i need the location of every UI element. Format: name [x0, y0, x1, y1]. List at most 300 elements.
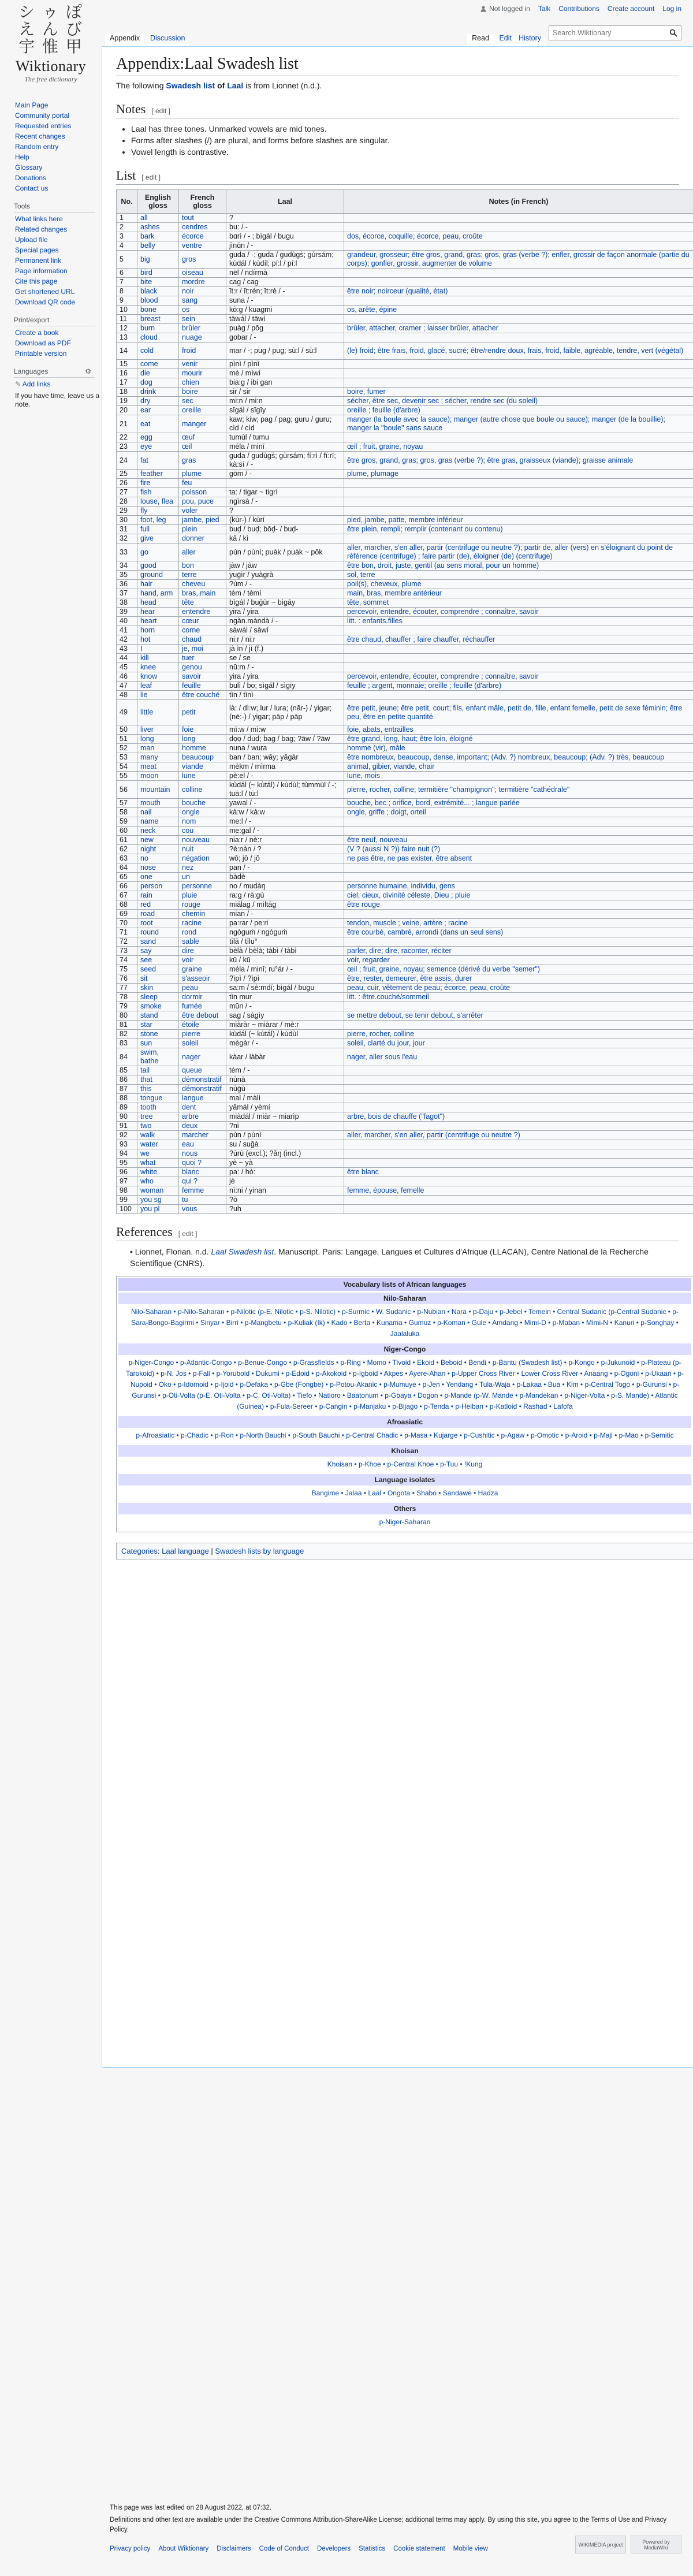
english-gloss[interactable]: black — [137, 287, 179, 296]
french-gloss[interactable]: mourir — [179, 369, 226, 378]
french-gloss[interactable]: être couché — [179, 691, 226, 700]
english-gloss[interactable]: hair — [137, 580, 179, 589]
french-gloss[interactable]: homme — [179, 744, 226, 753]
french-gloss[interactable]: eau — [179, 1140, 226, 1149]
sidebar-tool-link[interactable]: Download QR code — [15, 298, 76, 306]
tab-read[interactable]: Read — [467, 34, 494, 46]
french-gloss[interactable]: nous — [179, 1149, 226, 1159]
english-gloss[interactable]: bark — [137, 232, 179, 241]
french-gloss[interactable]: racine — [179, 919, 226, 928]
french-notes — [344, 1075, 693, 1085]
sidebar-tool-link[interactable]: Permanent link — [15, 256, 62, 265]
french-gloss[interactable]: donner — [179, 534, 226, 544]
english-gloss[interactable]: swim, bathe — [137, 1048, 179, 1066]
english-gloss[interactable]: new — [137, 836, 179, 845]
english-gloss[interactable]: cloud — [137, 333, 179, 343]
french-gloss[interactable]: cendres — [179, 223, 226, 232]
french-gloss[interactable]: soleil — [179, 1039, 226, 1048]
footer-link[interactable]: Disclaimers — [217, 2545, 251, 2552]
sidebar-nav-link[interactable]: Glossary — [15, 163, 43, 172]
english-gloss[interactable]: night — [137, 845, 179, 854]
english-gloss[interactable]: this — [137, 1085, 179, 1094]
row-number: 41 — [117, 626, 137, 635]
french-gloss[interactable]: beaucoup — [179, 753, 226, 762]
english-gloss[interactable]: name — [137, 817, 179, 827]
sidebar-nav-link[interactable]: Requested entries — [15, 122, 72, 130]
french-gloss[interactable]: tout — [179, 214, 226, 223]
english-gloss[interactable]: head — [137, 598, 179, 608]
french-gloss[interactable]: négation — [179, 854, 226, 863]
french-gloss[interactable]: voler — [179, 507, 226, 516]
add-links-link[interactable]: Add links — [22, 380, 51, 388]
french-gloss[interactable]: venir — [179, 360, 226, 369]
english-gloss[interactable]: seed — [137, 965, 179, 974]
sidebar-tool-link[interactable]: Page information — [15, 267, 68, 275]
sidebar-nav-link[interactable]: Main Page — [15, 101, 49, 109]
french-gloss[interactable]: blanc — [179, 1168, 226, 1177]
english-gloss[interactable]: say — [137, 947, 179, 956]
english-gloss[interactable]: all — [137, 214, 179, 223]
french-gloss[interactable]: dire — [179, 947, 226, 956]
table-row — [117, 654, 693, 663]
english-gloss[interactable]: road — [137, 910, 179, 919]
french-notes — [344, 1196, 693, 1205]
french-gloss[interactable]: sang — [179, 296, 226, 306]
english-gloss[interactable]: hear — [137, 608, 179, 617]
table-row — [117, 369, 693, 378]
french-gloss[interactable]: long — [179, 735, 226, 744]
tab-discussion[interactable]: Discussion — [146, 34, 189, 46]
french-gloss[interactable]: je, moi — [179, 645, 226, 654]
footer-link[interactable]: Mobile view — [453, 2545, 488, 2552]
english-gloss[interactable]: fish — [137, 488, 179, 497]
navbox-group-list[interactable]: p-Afroasiatic • p-Chadic • p-Ron • p-North Bauchi • p-South Bauchi • p-Central Chadic • p-Masa • Kujarge • p-Cushitic • p-Agaw • p-Omotic • p-Aroid • p-Maji • p-Mao • p-Semitic — [118, 1428, 691, 1443]
english-gloss[interactable]: tail — [137, 1066, 179, 1075]
french-gloss[interactable]: peau — [179, 984, 226, 993]
english-gloss[interactable]: drink — [137, 388, 179, 397]
french-gloss[interactable]: petit — [179, 700, 226, 725]
footer-link[interactable]: Statistics — [359, 2545, 386, 2552]
french-gloss[interactable]: os — [179, 306, 226, 315]
french-gloss[interactable]: rond — [179, 928, 226, 937]
sidebar-tool-link[interactable]: What links here — [15, 215, 63, 223]
laal-form: mègàr / - — [226, 1039, 344, 1048]
laal-form: mè / mìwí — [226, 369, 344, 378]
english-gloss[interactable]: you sg — [137, 1196, 179, 1205]
english-gloss[interactable]: leaf — [137, 682, 179, 691]
french-gloss[interactable]: nuit — [179, 845, 226, 854]
footer-link[interactable]: Developers — [316, 2545, 351, 2552]
english-gloss[interactable]: that — [137, 1075, 179, 1085]
french-notes — [344, 378, 693, 388]
english-gloss[interactable]: breast — [137, 315, 179, 324]
category-link[interactable]: Laal language — [162, 1547, 209, 1555]
french-gloss[interactable]: plume — [179, 470, 226, 479]
english-gloss[interactable]: eye — [137, 442, 179, 452]
sidebar-print-link[interactable]: Printable version — [15, 349, 67, 358]
french-gloss[interactable]: brûler — [179, 324, 226, 333]
english-gloss[interactable]: two — [137, 1122, 179, 1131]
english-gloss[interactable]: horn — [137, 626, 179, 635]
table-row — [117, 507, 693, 516]
french-gloss[interactable]: sein — [179, 315, 226, 324]
french-gloss[interactable]: queue — [179, 1066, 226, 1075]
french-gloss[interactable]: sable — [179, 937, 226, 947]
wikimedia-badge[interactable]: WIKIMEDIA project — [575, 2536, 626, 2553]
laal-link[interactable]: Laal — [227, 81, 244, 90]
french-gloss[interactable]: fumée — [179, 1002, 226, 1011]
table-row — [117, 1066, 693, 1075]
english-gloss[interactable]: fire — [137, 479, 179, 488]
references-edit-link[interactable]: [ edit ] — [178, 1230, 198, 1238]
french-gloss[interactable]: mordre — [179, 278, 226, 287]
sidebar-tool-link[interactable]: Related changes — [15, 225, 68, 233]
french-gloss[interactable]: jambe, pied — [179, 516, 226, 525]
french-gloss[interactable]: langue — [179, 1094, 226, 1103]
french-gloss[interactable]: graine — [179, 965, 226, 974]
english-gloss[interactable]: foot, leg — [137, 516, 179, 525]
english-gloss[interactable]: nose — [137, 863, 179, 873]
english-gloss[interactable]: tree — [137, 1112, 179, 1122]
french-gloss[interactable]: oiseau — [179, 269, 226, 278]
french-gloss[interactable]: bras, main — [179, 589, 226, 598]
french-gloss[interactable]: démonstratif — [179, 1075, 226, 1085]
laal-form: jè — [226, 1177, 344, 1186]
english-gloss[interactable]: sand — [137, 937, 179, 947]
french-notes — [344, 1021, 693, 1030]
footer-link[interactable]: Code of Conduct — [259, 2545, 309, 2552]
footer-link[interactable]: Privacy policy — [110, 2545, 151, 2552]
french-gloss[interactable]: lune — [179, 772, 226, 781]
english-gloss[interactable]: liver — [137, 725, 179, 735]
french-gloss[interactable]: manger — [179, 415, 226, 433]
english-gloss[interactable]: skin — [137, 984, 179, 993]
french-gloss[interactable]: nez — [179, 863, 226, 873]
french-gloss[interactable]: deux — [179, 1122, 226, 1131]
sidebar-tool-link[interactable]: Get shortened URL — [15, 288, 75, 296]
table-row — [117, 452, 693, 470]
english-gloss[interactable]: dry — [137, 397, 179, 406]
french-gloss[interactable]: tu — [179, 1196, 226, 1205]
french-gloss[interactable]: gras — [179, 452, 226, 470]
table-row — [117, 561, 693, 571]
english-gloss[interactable]: knee — [137, 663, 179, 672]
english-gloss[interactable]: man — [137, 744, 179, 753]
french-gloss[interactable]: feu — [179, 479, 226, 488]
english-gloss[interactable]: who — [137, 1177, 179, 1186]
laal-form: sir / sir — [226, 388, 344, 397]
sidebar-tool-link[interactable]: Special pages — [15, 246, 59, 254]
row-number: 81 — [117, 1021, 137, 1030]
english-gloss[interactable]: eat — [137, 415, 179, 433]
row-number: 52 — [117, 744, 137, 753]
english-gloss[interactable]: fat — [137, 452, 179, 470]
french-gloss[interactable]: noir — [179, 287, 226, 296]
english-gloss[interactable]: full — [137, 525, 179, 534]
french-gloss[interactable]: tête — [179, 598, 226, 608]
english-gloss[interactable]: sun — [137, 1039, 179, 1048]
english-gloss[interactable]: feather — [137, 470, 179, 479]
english-gloss[interactable]: rain — [137, 891, 179, 900]
categories-label[interactable]: Categories — [121, 1547, 158, 1555]
english-gloss[interactable]: woman — [137, 1186, 179, 1196]
french-gloss[interactable]: gros — [179, 251, 226, 269]
english-gloss[interactable]: I — [137, 645, 179, 654]
english-gloss[interactable]: hot — [137, 635, 179, 645]
french-gloss[interactable]: colline — [179, 781, 226, 799]
notes-edit-link[interactable]: [ edit ] — [151, 107, 171, 115]
english-gloss[interactable]: go — [137, 544, 179, 561]
english-gloss[interactable]: egg — [137, 433, 179, 442]
english-gloss[interactable]: walk — [137, 1131, 179, 1140]
french-gloss[interactable]: savoir — [179, 672, 226, 682]
french-gloss[interactable]: personne — [179, 882, 226, 891]
english-gloss[interactable]: bird — [137, 269, 179, 278]
french-gloss[interactable]: ventre — [179, 241, 226, 251]
row-number: 26 — [117, 479, 137, 488]
french-gloss[interactable]: œuf — [179, 433, 226, 442]
english-gloss[interactable]: come — [137, 360, 179, 369]
english-gloss[interactable]: ear — [137, 406, 179, 415]
search-input[interactable] — [549, 26, 665, 40]
french-gloss[interactable]: pierre — [179, 1030, 226, 1039]
french-gloss[interactable]: marcher — [179, 1131, 226, 1140]
table-row — [117, 672, 693, 682]
french-gloss[interactable]: ongle — [179, 808, 226, 817]
french-gloss[interactable]: écorce — [179, 232, 226, 241]
english-gloss[interactable]: meat — [137, 762, 179, 772]
french-gloss[interactable]: bon — [179, 561, 226, 571]
category-link[interactable]: Swadesh lists by language — [215, 1547, 304, 1555]
french-gloss[interactable]: qui ? — [179, 1177, 226, 1186]
french-gloss[interactable]: tuer — [179, 654, 226, 663]
french-gloss[interactable]: sec — [179, 397, 226, 406]
english-gloss[interactable]: long — [137, 735, 179, 744]
french-gloss[interactable]: entendre — [179, 608, 226, 617]
english-gloss[interactable]: sleep — [137, 993, 179, 1002]
french-gloss[interactable]: nouveau — [179, 836, 226, 845]
english-gloss[interactable]: give — [137, 534, 179, 544]
english-gloss[interactable]: stand — [137, 1011, 179, 1021]
table-row — [117, 241, 693, 251]
french-gloss[interactable]: terre — [179, 571, 226, 580]
french-notes — [344, 497, 693, 507]
english-gloss[interactable]: heart — [137, 617, 179, 626]
french-gloss[interactable]: cheveu — [179, 580, 226, 589]
english-gloss[interactable]: lie — [137, 691, 179, 700]
english-gloss[interactable]: fly — [137, 507, 179, 516]
english-gloss[interactable]: bite — [137, 278, 179, 287]
sidebar-tool-link[interactable]: Cite this page — [15, 277, 58, 285]
english-gloss[interactable]: no — [137, 854, 179, 863]
english-gloss[interactable]: mouth — [137, 799, 179, 808]
french-notes — [344, 241, 693, 251]
french-gloss[interactable]: nuage — [179, 333, 226, 343]
talk-link[interactable]: Talk — [538, 5, 551, 13]
french-gloss[interactable]: rouge — [179, 900, 226, 910]
search-icon[interactable] — [669, 29, 677, 37]
row-number: 58 — [117, 808, 137, 817]
french-gloss[interactable]: étoile — [179, 1021, 226, 1030]
french-gloss[interactable]: un — [179, 873, 226, 882]
english-gloss[interactable]: die — [137, 369, 179, 378]
navbox-group-list[interactable]: Khoisan • p-Khoe • p-Central Khoe • p-Tuu • !Kung — [118, 1457, 691, 1472]
navbox-group-list[interactable]: Nilo-Saharan • p-Nilo-Saharan • p-Nilotic (p-E. Nilotic • p-S. Nilotic) • p-Surmic • W. Sudanic • p-Nubian • Nara • p-Daju • p-Jebel • Temein • Central Sudanic (p-Central Sudanic • p-Sara-Bongo-Bagirmi • Sinyar • Birri • p-Mangbetu • p-Kuliak (Ik) • Kado • Berta • Kunama • Gumuz • p-Koman • Gule • Amdang • Mimi-D • p-Maban • Mimi-N • Kanuri • p-Songhay • Jaalaluka — [118, 1304, 691, 1342]
english-gloss[interactable]: nail — [137, 808, 179, 817]
french-gloss[interactable]: chaud — [179, 635, 226, 645]
french-gloss[interactable]: bouche — [179, 799, 226, 808]
english-gloss[interactable]: ground — [137, 571, 179, 580]
french-gloss[interactable]: œil — [179, 442, 226, 452]
french-gloss[interactable]: s'asseoir — [179, 974, 226, 984]
french-gloss[interactable]: foie — [179, 725, 226, 735]
french-notes: soleil, clarté du jour, jour — [344, 1039, 693, 1048]
laal-form: kaw; kiw; pag / pag; guru / guru; cìd / cìd — [226, 415, 344, 433]
english-gloss[interactable]: dog — [137, 378, 179, 388]
english-gloss[interactable]: kill — [137, 654, 179, 663]
tab-edit[interactable]: Edit — [494, 34, 516, 46]
row-number: 92 — [117, 1131, 137, 1140]
english-gloss[interactable]: ashes — [137, 223, 179, 232]
list-edit-link[interactable]: [ edit ] — [141, 173, 161, 181]
table-row — [117, 608, 693, 617]
english-gloss[interactable]: tongue — [137, 1094, 179, 1103]
french-gloss[interactable]: chemin — [179, 910, 226, 919]
note-item: • Vowel length is contrastive. — [131, 146, 679, 158]
english-gloss[interactable]: moon — [137, 772, 179, 781]
french-gloss[interactable]: cou — [179, 827, 226, 836]
swadesh-list-link[interactable]: Swadesh list — [166, 81, 215, 90]
french-gloss[interactable]: pou, puce — [179, 497, 226, 507]
french-gloss[interactable]: chien — [179, 378, 226, 388]
english-gloss[interactable]: big — [137, 251, 179, 269]
gear-icon[interactable]: ⚙ — [85, 367, 91, 375]
create-account-link[interactable]: Create account — [607, 5, 655, 13]
english-gloss[interactable]: tooth — [137, 1103, 179, 1112]
french-gloss[interactable]: vous — [179, 1205, 226, 1214]
tab-history[interactable]: History — [514, 34, 546, 46]
french-gloss[interactable]: genou — [179, 663, 226, 672]
laal-form: ni:r / ni:r — [226, 635, 344, 645]
english-gloss[interactable]: little — [137, 700, 179, 725]
french-gloss[interactable]: viande — [179, 762, 226, 772]
search-box — [549, 25, 681, 40]
row-number: 62 — [117, 845, 137, 854]
french-notes: être, rester, demeurer, être assis, durer — [344, 974, 693, 984]
reference-title-link[interactable]: Laal Swadesh list — [211, 1247, 274, 1256]
sidebar-nav-item — [15, 163, 102, 172]
sidebar-nav-link[interactable]: Donations — [15, 174, 47, 182]
english-gloss[interactable]: root — [137, 919, 179, 928]
english-gloss[interactable]: blood — [137, 296, 179, 306]
footer-link[interactable]: Cookie statement — [393, 2545, 445, 2552]
french-gloss[interactable]: dent — [179, 1103, 226, 1112]
contributions-link[interactable]: Contributions — [558, 5, 599, 13]
laal-form: sag / sàgìy — [226, 1011, 344, 1021]
row-number: 31 — [117, 525, 137, 534]
french-gloss[interactable]: poisson — [179, 488, 226, 497]
french-gloss[interactable]: voir — [179, 956, 226, 965]
sidebar-nav-link[interactable]: Recent changes — [15, 132, 65, 140]
sidebar-nav-link[interactable]: Contact us — [15, 184, 49, 192]
navbox-group-list[interactable]: p-Niger-Congo • p-Atlantic-Congo • p-Benue-Congo • p-Grassfields • p-Ring • Momo • Tivoid • Ekoid • Beboid • Bendi • p-Bantu (Swadesh list) • p-Kongo • p-Jukunoid • p-Plateau (p-Tarokoid) • p-N. Jos • p-Fali • p-Yoruboid • Dukumi • p-Edoid • p-Akokoid • p-Igboid • Akpes • Ayere-Ahan • p-Upper Cross River • Lower Cross River • Anaang • p-Ogoni • p-Ukaan • p-Nupoid • Oko • p-Idomoid • p-Ijoid • p-Defaka • p-Gbe (Fongbe) • p-Potou-Akanic • p-Mumuye • p-Jen • Yendang • Tula-Waja • p-Lakaa • Bua • Kim • p-Central Togo • p-Gurunsi • p-Gurunsi • p-Oti-Volta (p-E. Oti-Volta • p-C. Oti-Volta) • Tiefo • Natioro • Baatonum • p-Gbaya • Dogon • p-Mande (p-W. Mande • p-Mandekan • p-Niger-Volta • p-S. Mande) • Atlantic (Guinea) • p-Fula-Sereer • p-Cangin • p-Manjaku • p-Bijago • p-Tenda • p-Heiban • p-Katloid • Rashad • Lafofa — [118, 1355, 691, 1414]
table-row — [117, 700, 693, 725]
english-gloss[interactable]: white — [137, 1168, 179, 1177]
navbox-group-list[interactable]: Bangime • Jalaa • Laal • Ongota • Shabo • Sandawe • Hadza — [118, 1486, 691, 1501]
english-gloss[interactable]: we — [137, 1149, 179, 1159]
tab-appendix[interactable]: Appendix — [105, 34, 144, 46]
english-gloss[interactable]: bone — [137, 306, 179, 315]
navbox-group-list[interactable]: p-Niger-Saharan — [118, 1514, 691, 1530]
site-logo[interactable] — [0, 0, 102, 92]
english-gloss[interactable]: water — [137, 1140, 179, 1149]
table-row — [117, 488, 693, 497]
english-gloss[interactable]: sit — [137, 974, 179, 984]
english-gloss[interactable]: see — [137, 956, 179, 965]
french-gloss[interactable]: quoi ? — [179, 1159, 226, 1168]
sidebar-print-link[interactable]: Download as PDF — [15, 339, 71, 347]
english-gloss[interactable]: many — [137, 753, 179, 762]
english-gloss[interactable]: burn — [137, 324, 179, 333]
french-gloss[interactable]: froid — [179, 343, 226, 360]
english-gloss[interactable]: you pl — [137, 1205, 179, 1214]
english-gloss[interactable]: mountain — [137, 781, 179, 799]
table-row — [117, 397, 693, 406]
french-gloss[interactable]: être debout — [179, 1011, 226, 1021]
english-gloss[interactable]: smoke — [137, 1002, 179, 1011]
english-gloss[interactable]: good — [137, 561, 179, 571]
english-gloss[interactable]: hand, arm — [137, 589, 179, 598]
french-gloss[interactable]: feuille — [179, 682, 226, 691]
english-gloss[interactable]: cold — [137, 343, 179, 360]
french-gloss[interactable]: dormir — [179, 993, 226, 1002]
french-gloss[interactable]: corne — [179, 626, 226, 635]
french-gloss[interactable]: boire — [179, 388, 226, 397]
mediawiki-badge[interactable]: Powered by MediaWiki — [631, 2536, 681, 2553]
french-gloss[interactable]: femme — [179, 1186, 226, 1196]
sidebar-nav-link[interactable]: Help — [15, 153, 29, 161]
english-gloss[interactable]: know — [137, 672, 179, 682]
english-gloss[interactable]: belly — [137, 241, 179, 251]
english-gloss[interactable]: what — [137, 1159, 179, 1168]
sidebar-tool-link[interactable]: Upload file — [15, 236, 48, 244]
sidebar-print-link[interactable]: Create a book — [15, 329, 59, 337]
french-gloss[interactable]: plein — [179, 525, 226, 534]
french-gloss[interactable]: oreille — [179, 406, 226, 415]
french-gloss[interactable]: nom — [179, 817, 226, 827]
french-gloss[interactable]: cœur — [179, 617, 226, 626]
english-gloss[interactable]: one — [137, 873, 179, 882]
log-in-link[interactable]: Log in — [662, 5, 681, 13]
english-gloss[interactable]: stone — [137, 1030, 179, 1039]
french-gloss[interactable]: démonstratif — [179, 1085, 226, 1094]
row-number: 60 — [117, 827, 137, 836]
english-gloss[interactable]: neck — [137, 827, 179, 836]
french-gloss[interactable]: pluie — [179, 891, 226, 900]
english-gloss[interactable]: red — [137, 900, 179, 910]
sidebar-nav-link[interactable]: Random entry — [15, 143, 59, 151]
french-gloss[interactable]: nager — [179, 1048, 226, 1066]
french-gloss[interactable]: aller — [179, 544, 226, 561]
english-gloss[interactable]: person — [137, 882, 179, 891]
french-gloss[interactable]: arbre — [179, 1112, 226, 1122]
english-gloss[interactable]: round — [137, 928, 179, 937]
sidebar-nav-link[interactable]: Community portal — [15, 111, 70, 120]
english-gloss[interactable]: star — [137, 1021, 179, 1030]
english-gloss[interactable]: louse, flea — [137, 497, 179, 507]
footer-link[interactable]: About Wiktionary — [158, 2545, 209, 2552]
table-row — [117, 1039, 693, 1048]
